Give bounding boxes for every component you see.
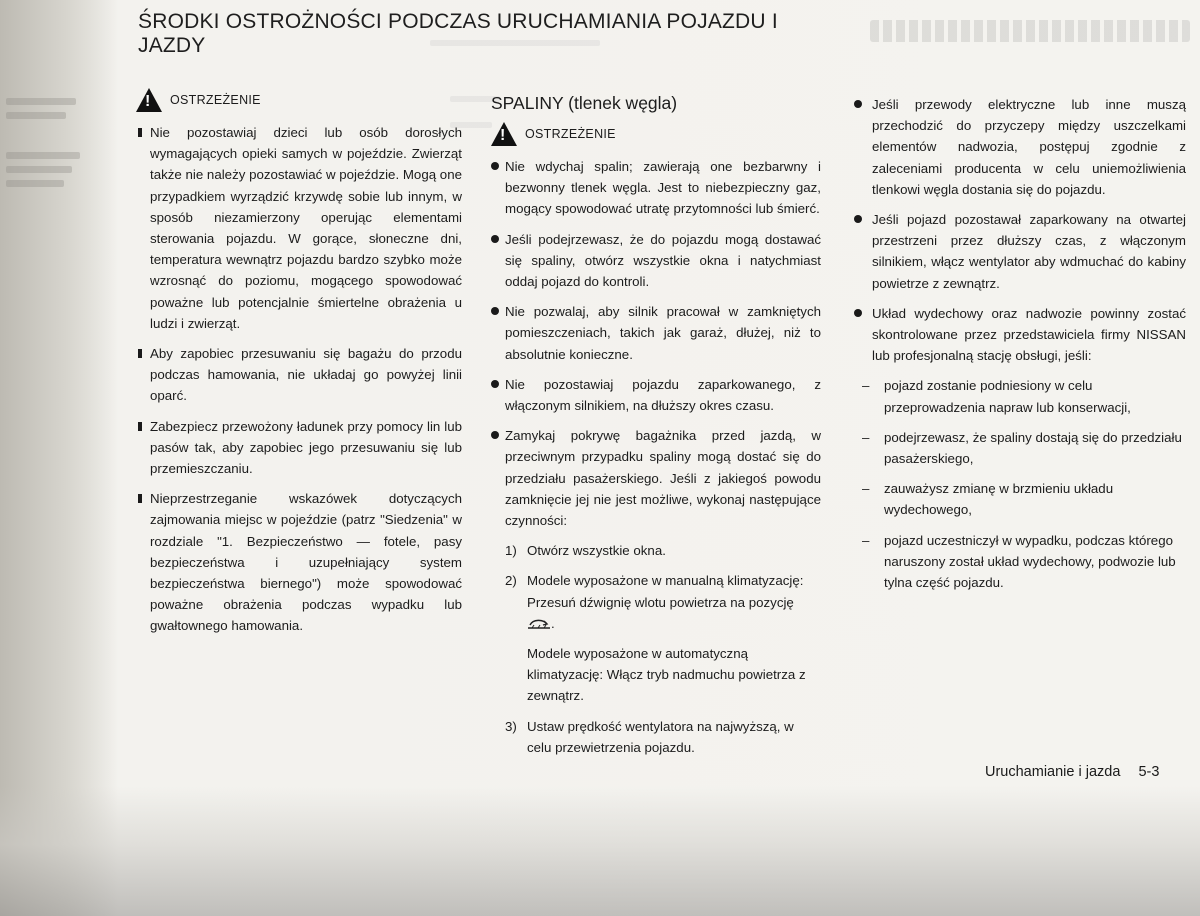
footer-section: Uruchamianie i jazda xyxy=(985,764,1121,780)
list-item: Nie pozwalaj, aby silnik pracował w zamkniętych pomieszczeniach, takich jak garaż, dłużej, niż to absolutnie konieczne. xyxy=(491,301,821,365)
bullet-icon xyxy=(491,431,499,439)
list-item: Jeśli pojazd pozostawał zaparkowany na otwartej przestrzeni przez dłuższy czas, z włączonym silnikiem, włącz wentylator aby wdmuchać do kabiny powietrze z zewnątrz. xyxy=(854,209,1186,294)
list-item: Jeśli podejrzewasz, że do pojazdu mogą dostawać się spaliny, otwórz wszystkie okna i natychmiast oddaj pojazd do kontroli. xyxy=(491,229,821,293)
section-title: SPALINY (tlenek węgla) xyxy=(491,93,678,113)
page-footer xyxy=(985,764,1159,780)
bullet-icon xyxy=(138,128,142,137)
bullet-icon xyxy=(491,307,499,315)
list-item: Jeśli przewody elektryczne lub inne muszą przechodzić do przyczepy między uszczelkami elementów nadwozia, postępuj zgodnie z zaleceniami producenta w celu uniemożliwienia tlenkowi węgla dostania się do pojazdu. xyxy=(854,94,1186,200)
bullet-icon xyxy=(854,309,862,317)
dash-item: – podejrzewasz, że spaliny dostają się do przedziału pasażerskiego, xyxy=(862,429,1182,467)
bottom-shadow xyxy=(0,786,1200,916)
warning-heading xyxy=(136,88,462,112)
left-column xyxy=(136,88,462,646)
warning-label: OSTRZEŻENIE xyxy=(525,126,616,141)
bullet-icon xyxy=(491,380,499,388)
bleed-through-heading xyxy=(870,20,1190,42)
list-item: Zabezpiecz przewożony ładunek przy pomocy lin lub pasów tak, aby zapobiec jego przesuwaniu się lub przemieszczaniu. xyxy=(136,416,462,480)
list-item: Układ wydechowy oraz nadwozie powinny zostać skontrolowane przez przedstawiciela firmy NISSAN lub profesjonalną stację obsługi, jeśli: xyxy=(854,303,1186,367)
bullet-icon xyxy=(854,215,862,223)
bullet-icon xyxy=(491,235,499,243)
bullet-icon xyxy=(491,162,499,170)
dash-item: – pojazd uczestniczył w wypadku, podczas którego naruszony został układ wydechowy, podwozie lub tylna część pojazdu. xyxy=(862,532,1176,591)
warning-triangle-icon xyxy=(136,88,162,112)
warning-heading xyxy=(491,122,821,146)
step-sub-note: Modele wyposażone w automatyczną klimatyzację: Włącz tryb nadmuchu powietrza z zewnątrz. xyxy=(527,646,806,704)
list-item: Nie pozostawiaj pojazdu zaparkowanego, z włączonym silnikiem, na dłuższy okres czasu. xyxy=(491,374,821,416)
air-recirculation-off-icon xyxy=(527,617,551,630)
bullet-icon xyxy=(138,494,142,503)
warning-label: OSTRZEŻENIE xyxy=(170,92,261,107)
step-item: 2) Modele wyposażone w manualną klimatyzację: Przesuń dźwignię wlotu powietrza na pozycję . xyxy=(505,573,804,631)
list-item: Nieprzestrzeganie wskazówek dotyczących zajmowania miejsc w pojeździe (patrz "Siedzenia" w rozdziale "1. Bezpieczeństwo — fotele, pasy bezpieczeństwa i uzupełniający system bezpieczeństwa biernego") może spowodować poważne obrażenia podczas wypadku lub gwałtownego hamowania. xyxy=(136,488,462,636)
page-header xyxy=(138,10,878,58)
bullet-icon xyxy=(138,422,142,431)
right-column xyxy=(854,94,1186,602)
list-item: Nie pozostawiaj dzieci lub osób dorosłych wymagających opieki samych w pojeździe. Zwierząt także nie należy pozostawiać w pojeździe. Mogą one przypadkiem wyrządzić krzywdę sobie lub innym, w sposób niezamierzony operując elementami sterowania pojazdu. W gorące, słoneczne dni, temperatura wewnątrz pojazdu bardzo szybko może wzrosnąć do poziomu, mogącego spowodować poważne lub potencjalnie śmiertelne obrażenia u ludzi i zwierząt. xyxy=(136,122,462,334)
book-spine-shadow xyxy=(0,0,118,916)
middle-column xyxy=(491,92,821,767)
header-line-2: JAZDY xyxy=(138,34,206,57)
dash-item: – zauważysz zmianę w brzmieniu układu wydechowego, xyxy=(862,481,1114,518)
header-line-1: ŚRODKI OSTROŻNOŚCI PODCZAS URUCHAMIANIA POJAZDU I xyxy=(138,10,778,33)
warning-triangle-icon xyxy=(491,122,517,146)
list-item: Nie wdychaj spalin; zawierają one bezbarwny i bezwonny tlenek węgla. Jest to niebezpieczny gaz, mogący spowodować utratę przytomności lub śmierć. xyxy=(491,156,821,220)
step-item: 1) Otwórz wszystkie okna. xyxy=(505,543,666,559)
bullet-icon xyxy=(854,100,862,108)
dash-item: – pojazd zostanie podniesiony w celu przeprowadzenia napraw lub konserwacji, xyxy=(862,378,1131,415)
list-item: Zamykaj pokrywę bagażnika przed jazdą, w przeciwnym przypadku spaliny mogą dostać się do przedziału pasażerskiego. Jeśli z jakiegoś powodu zamknięcie jej nie jest możliwe, wykonaj następujące czynności: xyxy=(491,425,821,531)
bullet-icon xyxy=(138,349,142,358)
list-item: Aby zapobiec przesuwaniu się bagażu do przodu podczas hamowania, nie układaj go powyżej linii oparć. xyxy=(136,343,462,407)
page-number: 5-3 xyxy=(1138,764,1160,780)
step-item: 3) Ustaw prędkość wentylatora na najwyższą, w celu przewietrzenia pojazdu. xyxy=(505,718,794,755)
